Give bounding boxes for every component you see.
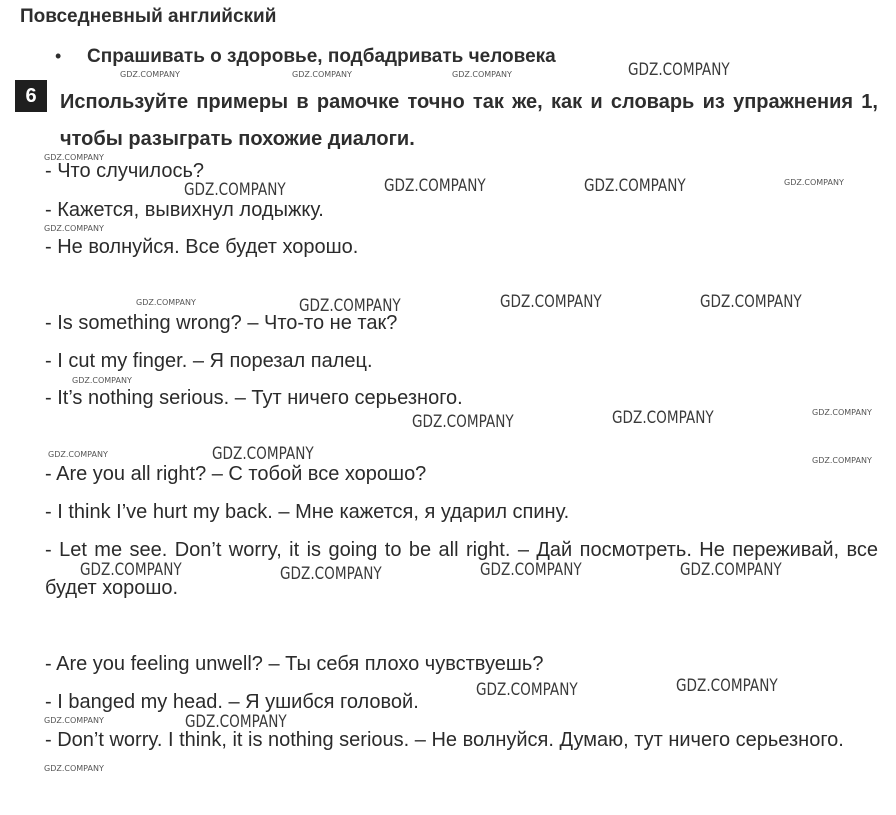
watermark: GDZ.COMPANY — [72, 376, 132, 385]
watermark: GDZ.COMPANY — [412, 412, 514, 432]
watermark: GDZ.COMPANY — [812, 456, 872, 465]
watermark: GDZ.COMPANY — [680, 560, 782, 580]
watermark: GDZ.COMPANY — [212, 444, 314, 464]
dialogue-line: - I banged my head. – Я ушибся головой. — [45, 691, 419, 713]
dialogue-line: - Are you feeling unwell? – Ты себя плохо чувствуешь? — [45, 653, 544, 675]
dialogue-line: - Кажется, вывихнул лодыжку. — [45, 199, 324, 221]
watermark: GDZ.COMPANY — [185, 712, 287, 732]
watermark: GDZ.COMPANY — [299, 296, 401, 316]
bullet-text: Спрашивать о здоровье, подбадривать человека — [87, 46, 556, 67]
watermark: GDZ.COMPANY — [628, 60, 730, 80]
exercise-instruction: Используйте примеры в рамочке точно так же, как и словарь из упражнения 1, чтобы разыграть похожие диалоги. — [60, 91, 878, 150]
watermark: GDZ.COMPANY — [500, 292, 602, 312]
watermark: GDZ.COMPANY — [480, 560, 582, 580]
dialogue-line: - Is something wrong? – Что-то не так? — [45, 312, 398, 334]
watermark: GDZ.COMPANY — [136, 298, 196, 307]
dialogue-line: - Не волнуйся. Все будет хорошо. — [45, 236, 359, 258]
watermark: GDZ.COMPANY — [784, 178, 844, 187]
watermark: GDZ.COMPANY — [44, 764, 104, 773]
watermark: GDZ.COMPANY — [676, 676, 778, 696]
watermark: GDZ.COMPANY — [292, 70, 352, 79]
watermark: GDZ.COMPANY — [476, 680, 578, 700]
watermark: GDZ.COMPANY — [120, 70, 180, 79]
dialogue-line: - I cut my finger. – Я порезал палец. — [45, 350, 373, 372]
exercise-number-badge: 6 — [15, 80, 47, 112]
watermark: GDZ.COMPANY — [44, 224, 104, 233]
watermark: GDZ.COMPANY — [384, 176, 486, 196]
watermark: GDZ.COMPANY — [452, 70, 512, 79]
watermark: GDZ.COMPANY — [700, 292, 802, 312]
dialogue-line: - Are you all right? – С тобой все хорошо? — [45, 463, 427, 485]
dialogue-line: - I think I’ve hurt my back. – Мне кажется, я ударил спину. — [45, 501, 570, 523]
watermark: GDZ.COMPANY — [812, 408, 872, 417]
watermark: GDZ.COMPANY — [80, 560, 182, 580]
watermark: GDZ.COMPANY — [48, 450, 108, 459]
bullet-icon: • — [55, 46, 62, 66]
dialogue-line: - Let me see. Don’t worry, it is going to be all right. – Дай посмотреть. Не переживай, все будет хорошо. — [45, 539, 878, 599]
dialogue-line: - It’s nothing serious. – Тут ничего серьезного. — [45, 387, 463, 409]
watermark: GDZ.COMPANY — [44, 153, 104, 162]
section-heading: Повседневный английский — [20, 6, 277, 27]
watermark: GDZ.COMPANY — [44, 716, 104, 725]
watermark: GDZ.COMPANY — [612, 408, 714, 428]
watermark: GDZ.COMPANY — [184, 180, 286, 200]
watermark: GDZ.COMPANY — [280, 564, 382, 584]
dialogue-line: - Что случилось? — [45, 160, 204, 182]
dialogue-line: - Don’t worry. I think, it is nothing serious. – Не волнуйся. Думаю, тут ничего серьезного. — [45, 729, 844, 751]
watermark: GDZ.COMPANY — [584, 176, 686, 196]
